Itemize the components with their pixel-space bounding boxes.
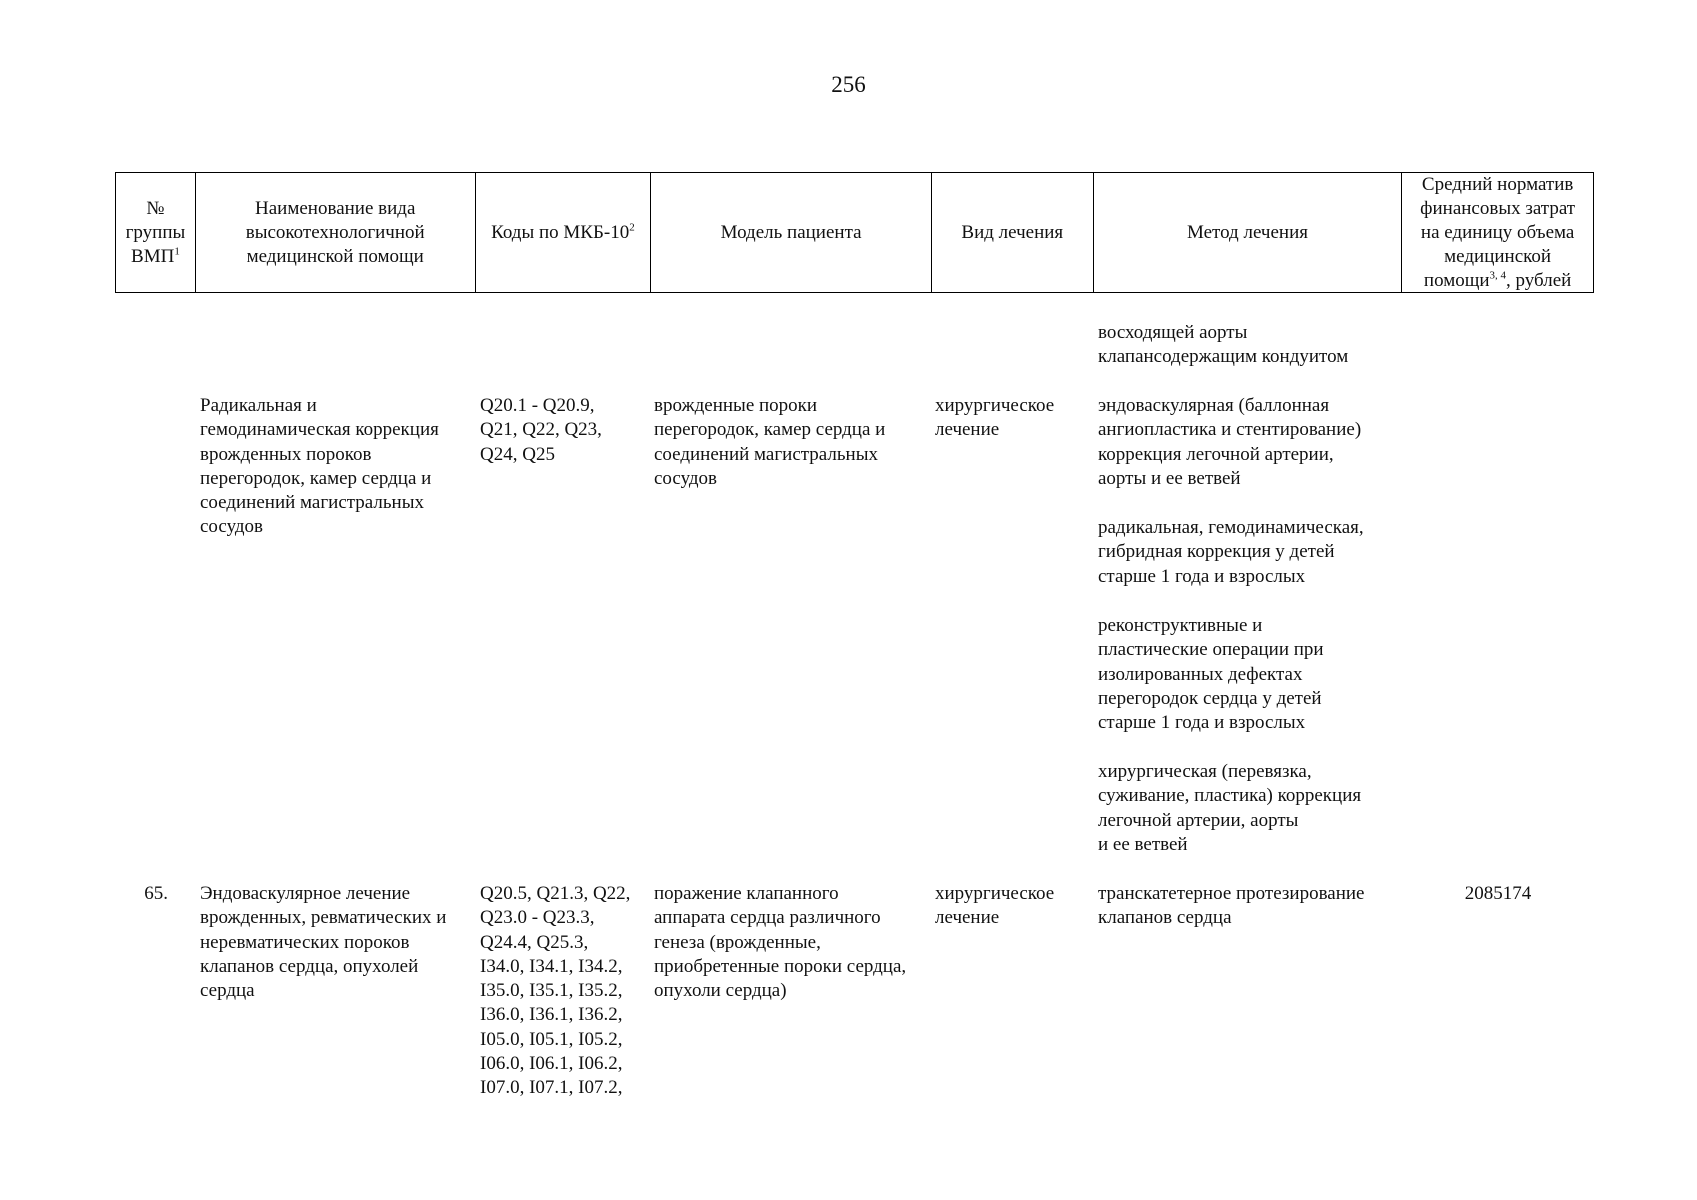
footnote-2: 2 — [629, 221, 635, 234]
method-hybrid-correction: радикальная, гемодинамическая, гибридная коррекция у детей старше 1 года и взрослых — [1098, 517, 1364, 587]
cost-norm-value: 2085174 — [1464, 883, 1532, 904]
header-icd-codes — [476, 173, 652, 292]
method-endovascular-correction: эндоваскулярная (баллонная ангиопластика и стентирование) коррекция легочной артерии, аорты и ее ветвей — [1098, 395, 1362, 489]
icd-codes-radical-correction: Q20.1 - Q20.9, Q21, Q22, Q23, Q24, Q25 — [480, 395, 602, 465]
footnote-3-4: 3, 4 — [1489, 269, 1507, 282]
row-65-number: 65. — [144, 883, 168, 904]
header-patient-model — [651, 173, 932, 292]
header-cost-norm-unit: , рублей — [1506, 269, 1572, 291]
header-patient-model-label: Модель пациента — [720, 221, 862, 243]
icd-codes-endovascular-valve: Q20.5, Q21.3, Q22, Q23.0 - Q23.3, Q24.4, Q25.3, I34.0, I34.1, I34.2, I35.0, I35.1, I35.2, I36.0, I36.1, I36.2, I05.0, I05.1, I05.2, I06.0, I06.1, I06.2, I07.0, I07.1, I07.2, — [480, 883, 631, 1099]
method-reconstructive-operations: реконструктивные и пластические операции при изолированных дефектах перегородок сердца у детей старше 1 года и взрослых — [1098, 615, 1324, 734]
header-cost-norm-label: Средний норматив финансовых затрат на единицу объема медицинской помощи — [1420, 173, 1576, 291]
table-header — [115, 172, 1594, 293]
header-care-type — [196, 173, 476, 292]
header-icd-codes-label: Коды по МКБ-10 — [491, 221, 630, 243]
method-surgical-correction: хирургическая (перевязка, суживание, пластика) коррекция легочной артерии, аорты и ее ветвей — [1098, 761, 1362, 855]
header-treatment-type — [932, 173, 1094, 292]
method-continuation: восходящей аорты клапансодержащим кондуитом — [1098, 322, 1349, 368]
header-group-number-label: № группы ВМП — [125, 197, 186, 267]
patient-model-radical-correction: врожденные пороки перегородок, камер сердца и соединений магистральных сосудов — [654, 395, 886, 489]
patient-model-valve-lesion: поражение клапанного аппарата сердца различного генеза (врожденные, приобретенные пороки сердца, опухоли сердца) — [654, 883, 907, 1002]
header-treatment-type-label: Вид лечения — [961, 221, 1064, 243]
care-type-radical-correction: Радикальная и гемодинамическая коррекция врожденных пороков перегородок, камер сердца и соединений магистральных сосудов — [200, 395, 439, 538]
header-treatment-method-label: Метод лечения — [1186, 221, 1308, 243]
footnote-1: 1 — [174, 245, 180, 258]
page-number: 256 — [831, 72, 866, 97]
treatment-type-radical-correction: хирургическое лечение — [935, 395, 1055, 441]
treatment-type-endovascular-valve: хирургическое лечение — [935, 883, 1055, 929]
header-cost-norm — [1402, 173, 1593, 292]
header-treatment-method — [1094, 173, 1403, 292]
header-care-type-label: Наименование вида высокотехнологичной медицинской помощи — [245, 197, 425, 267]
header-group-number — [116, 173, 196, 292]
care-type-endovascular-valve: Эндоваскулярное лечение врожденных, ревматических и неревматических пороков клапанов сердца, опухолей сердца — [200, 883, 447, 1002]
method-transcatheter-valve: транскатетерное протезирование клапанов сердца — [1098, 883, 1365, 929]
